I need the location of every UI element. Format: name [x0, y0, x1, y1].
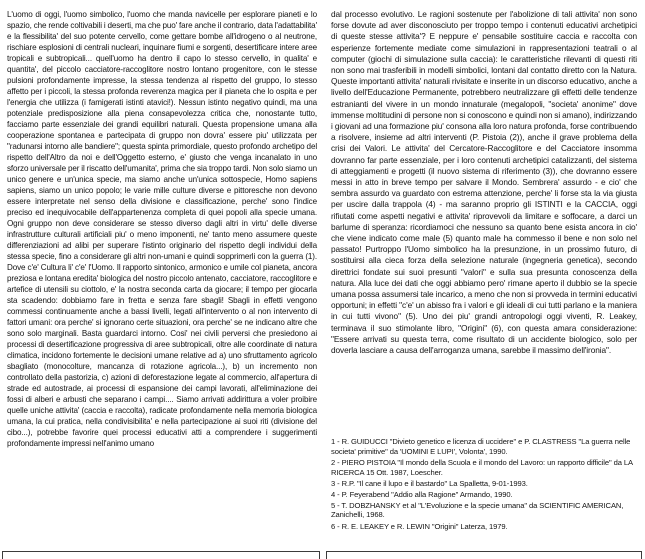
right-column [331, 9, 637, 356]
footnote-5: 5 - T. DOBZHANSKY et al "L'Evoluzione e la specie umana" da SCIENTIFIC AMERICAN, Zanichelli, 1968. [331, 500, 624, 520]
right-column-text: dal processo evolutivo. Le ragioni sostenute per l'abolizione di tali attivita' non sono forse dovute ad aver disconosciuto per troppo tempo i contenuti educativi archetipici di queste stesse attivita'? E neppure e' pensabile sostituire caccia e raccolta con esperienze fortemente mediate come simulazioni in rappresentazioni teatrali o al computer (giochi di simulazione sulla caccia): le caratteristiche rilevanti di questi riti non sono mai trasferibili in modelli simbolici, lontani dal contatto diretto con la Natura. Queste importanti attivita' naturali rivisitate e inserite in un discorso educativo, anche a livello dell'Educazione Permanente, potrebbero neutralizzare gli effetti delle tendenze estranianti del vivere in un mondo innaturale (megalopoli, "societa' anonime" dove immense moltitudini di persone non si conoscono e quindi non si amano), indirizzando i giovani ad una formazione piu' consona alla loro natura profonda, forse contribuendo a risolvere, insieme ad altri interventi (P. Pistoia (2)), anche il grave problema della crisi dei Valori. Le attivita' del Cercatore-Raccoglitore e del Cacciatore insomma dovranno far parte essenziale, per i loro contenuti archetipici catalizzanti, del sistema di atteggiamenti e progetti (il nuovo sistema di riferimento (3)), che dovranno essere messi in atto in breve tempo per salvare il Mondo. Sembrera' assurdo - e cio' che sembra assurdo va guardato con estrema attenzione, perche' li forse sta la via giusta per uscire dalla trappola (4) - ma saranno proprio gli ISTINTI e la CACCIA, oggi rifiutati come aspetti negativi e attivita' riprovevoli da limitare e soffocare, a darci un barlume di speranza: ricordiamoci che nessuno sa quanto bene esista ancora in cio' che viene indicato come male (5) quanto male ha commesso il bene e non solo nel passato! Purtroppo l'Uomo simbolico ha la presunzione, in un prossimo futuro, di sostituirsi alla cieca forza della selezione naturale (ingegneria genetica), secondo direttrici fondate sui suoi presunti "valori" e sulla sua presunta conoscenza della natura. Alla luce dei dati che oggi abbiamo pero' rimane aperto il dubbio se la specie umana possa assumersi tale incarico, a meno che non si provveda in termini educativi opportuni; in effetti "c'e' un abisso fra i valori e gli ideali di cui tutti parlano e la maniera in cui tutti vivono" (5). Uno dei piu' grandi antropologi oggi viventi, R. Leakey, terminava il suo stimolante libro, "Origini" (6), con questa amara considerazione: "Essere arrivati su questa terra, come risultato di un accidente biologico, solo per doverla lasciare a causa dell'arroganza umana, sarebbe il massimo dell'ironia". [331, 9, 637, 356]
frame-edge [326, 551, 327, 559]
frame-edge [2, 551, 3, 559]
footnote-1: 1 - R. GUIDUCCI "Divieto genetico e licenza di uccidere" e P. CLASTRESS "La guerra nelle societa' primitive" da 'UOMINI E LUPI', Volonta', 1990. [331, 437, 631, 456]
left-column [7, 9, 317, 449]
footnote-6: 6 - R. E. LEAKEY e R. LEWIN "Origini" Laterza, 1979. [331, 521, 508, 531]
frame-edge [319, 551, 320, 559]
bottom-frame-right [326, 551, 642, 552]
footnotes [331, 437, 637, 533]
footnote-4: 4 - P. Feyerabend "Addio alla Ragione" Armando, 1990. [331, 489, 513, 499]
footnote-3: 3 - R.P. "Il cane il lupo e il bastardo" La Spalletta, 9-01-1993. [331, 478, 528, 488]
bottom-frame-left [2, 551, 320, 552]
footnote-2: 2 - PIERO PISTOIA "Il mondo della Scuola e il mondo del Lavoro: un rapporto difficile" da LA RICERCA 15 Ott. 1987, Loescher. [331, 457, 633, 477]
frame-edge [641, 551, 642, 559]
left-column-text: L'uomo di oggi, l'uomo simbolico, l'uomo che manda navicelle per esplorare pianeti e lo spazio, che rende coltivabili i deserti, ma che puo' fare anche il contrario, data l'adattabilita' e la flessibilita' del suo potente cervello, come gettare bombe all'idrogeno o al neutrone, rischiare esplosioni di centrali nucleari, inquinare fiumi e sorgenti, desertificare intere aree tropicali e subtropicali... quell'uomo ha dentro il capo lo stesso cervello, in qualita' e quantita', del piccolo cacciatore-raccoglitore nostro lontano progenitore, con le stesse pulsioni profondamente impresse, la stessa tendenza al rispetto del gruppo, lo stesso affetto per i piccoli, la stessa profonda reverenza magica per il pianeta che lo ospita e per l'energia che utilizza (i famigerati istinti atavici!). Nessun istinto negativo quindi, ma una potenziale predisposizione alla piena consapevolezza critica che, nonostante tutto, facciamo parte essenziale dei grandi equilibri naturali. Questa propensione umana alla cooperazione spontanea e partecipata di gruppo non dovra' essere piu' utilizzata per "radunarsi intorno alle bandiere"; questa spinta primordiale, questo profondo archetipo del rispetto dell'Altro da noi e dell'Oggetto esterno, e' giusto che venga incanalato in uno sforzo universale per il riscatto dell'umanita', prima che sia troppo tardi. Non solo siamo un unico genere e un'unica specie, ma siamo anche un'unica sottospecie, Homo sapiens sapiens, siamo un unico popolo; le varie mille culture diverse e pittoresche non devono essere interpretate nel senso della divisione e classificazione, perche' sono l'indice preciso ed inequivocabile dell'appartenenza completa di quei popoli alla specie umana. Ogni gruppo non deve considerare se stesso diverso dagli altri in virtu' delle diverse infrastrutture culturali artificiali piu' o meno imponenti, ne' tanto meno assumere queste differenziazioni ad alibi per superare l'istinto originario del rispetto degli individui della stessa specie, fino a considerare gli altri non-umani e quindi sopprimerli con la guerra (1). Dove c'e' Cultura li' c'e' l'Uomo. Il rapporto sintonico, armonico e umile col pianeta, ancora preziosa e lontana eredita' biologica del nostro piccolo antenato, cacciatore, raccoglitore e artefice di utensili su ciottolo, e' la nostra seconda carta da giocare; il tempo per giocarla sta scadendo: dobbiamo fare in fretta e senza fare sbagli! Sbagli in effetti vengono commessi continuamente anche a bassi livelli, legati all'intervento o al non intervento di fattori umani: ora perche' si ignorano certe situazioni, ora perche' se ne indicano altre che sono solo marginali. Basta guardarci intorno. Cosi' nei civili perversi che presiedono ai processi di desertificazione progressiva di aree subtropicali, oltre alle coordinate di natura climatica, incidono fortemente le decisioni umane relative ad a) uno sfruttamento agricolo sbagliato (monocolture, mancanza di rotazione agricola...), b) un incremento non controllato della pastorizia, c) azioni di deforestazione legate al commercio, all'apertura di strade ed autostrade, ai processi di espansione dei campi lavorati, all'eliminazione dei fossi di alberi e arbusti che separano i campi.... Siamo arrivati addirittura a voler proibire quelle uniche attivita' (caccia e raccolta), radicate profondamente nella memoria biologica umana, la cui pratica, nella condivisibilita' e nella partecipazione ai suoi riti (divisione del cibo...), potrebbe favorire quei processi educativi atti a comprendere i suggerimenti profondamente impressi nell'animo umano [7, 10, 317, 448]
